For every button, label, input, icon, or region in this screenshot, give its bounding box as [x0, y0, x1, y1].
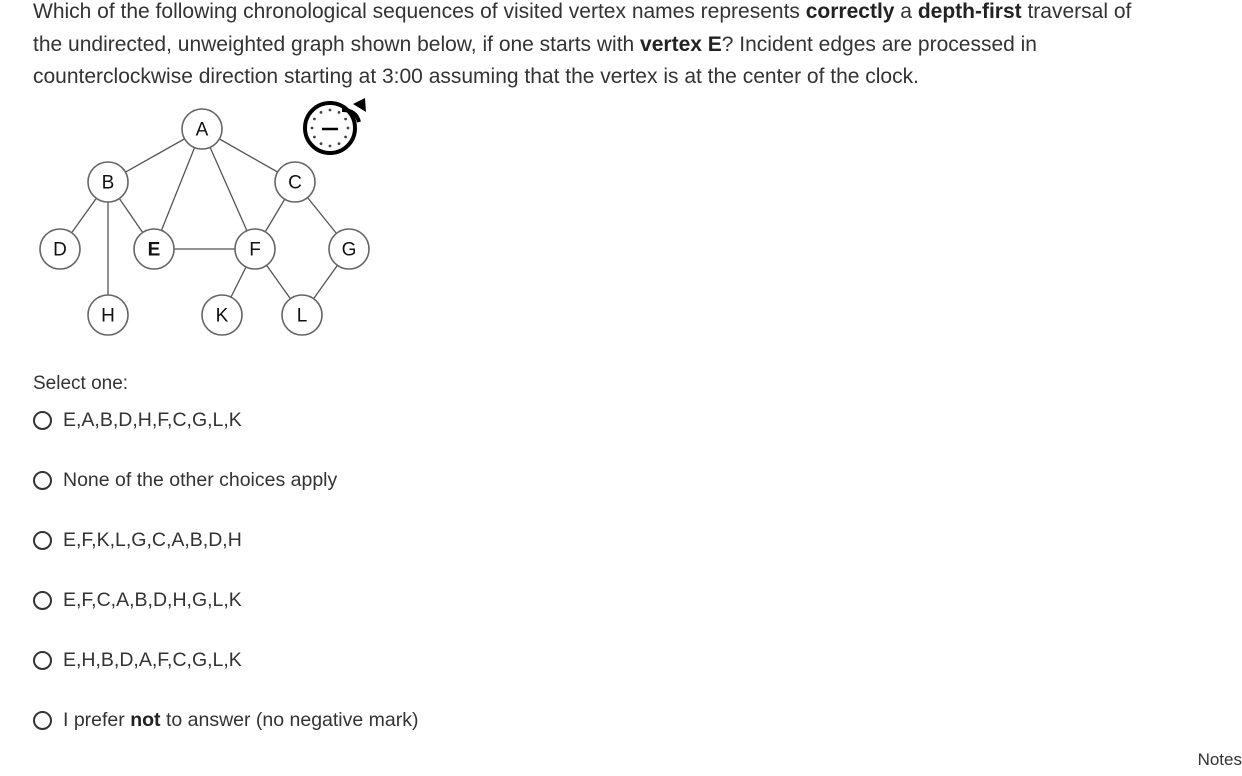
vertex-label: K: [215, 305, 229, 327]
vertex-e: [134, 229, 174, 269]
vertex-label: L: [296, 305, 308, 327]
notes-link[interactable]: Notes: [1197, 750, 1242, 769]
option-2[interactable]: [33, 465, 337, 495]
vertex-l: [282, 295, 322, 335]
vertex-b: [88, 162, 128, 202]
radio-button[interactable]: [33, 531, 52, 550]
vertex-k: [202, 295, 242, 335]
vertex-label: G: [341, 239, 357, 261]
vertex-c: [275, 162, 315, 202]
option-4[interactable]: [33, 585, 242, 615]
select-one-label: Select one:: [33, 373, 129, 394]
vertex-d: [40, 229, 80, 269]
option-3[interactable]: [33, 525, 242, 555]
question-text: Which of the following chronological sequences of visited vertex names represents correctly a depth-first traversal of the undirected, unweighted graph shown below, if one starts with vertex E? Incident edges are processed in counterclockwise direction starting at 3:00 assuming that the vertex is at the center of the clock.: [33, 0, 1132, 88]
option-label: E,H,B,D,A,F,C,G,L,K: [63, 648, 242, 671]
vertex-f: [235, 229, 275, 269]
vertex-label: H: [101, 305, 115, 327]
vertex-label: A: [195, 119, 209, 141]
radio-button[interactable]: [33, 411, 52, 430]
radio-button[interactable]: [33, 711, 52, 730]
vertex-label: D: [53, 239, 67, 261]
option-6[interactable]: [33, 705, 418, 735]
option-label: E,F,C,A,B,D,H,G,L,K: [63, 588, 242, 611]
clock-icon: [305, 98, 366, 153]
vertex-label: E: [147, 239, 161, 261]
option-label: E,F,K,L,G,C,A,B,D,H: [63, 528, 242, 551]
radio-button[interactable]: [33, 651, 52, 670]
radio-button[interactable]: [33, 591, 52, 610]
option-label: E,A,B,D,H,F,C,G,L,K: [63, 408, 242, 431]
vertex-h: [88, 295, 128, 335]
option-label: I prefer not to answer (no negative mark): [63, 708, 419, 731]
vertex-label: F: [249, 239, 261, 261]
vertex-g: [329, 229, 369, 269]
graph-diagram: [30, 98, 380, 343]
vertex-label: B: [101, 172, 115, 194]
vertex-label: C: [288, 172, 302, 194]
option-5[interactable]: [33, 645, 242, 675]
option-1[interactable]: [33, 405, 242, 435]
option-label: None of the other choices apply: [63, 468, 338, 491]
radio-button[interactable]: [33, 471, 52, 490]
vertex-a: [182, 109, 222, 149]
